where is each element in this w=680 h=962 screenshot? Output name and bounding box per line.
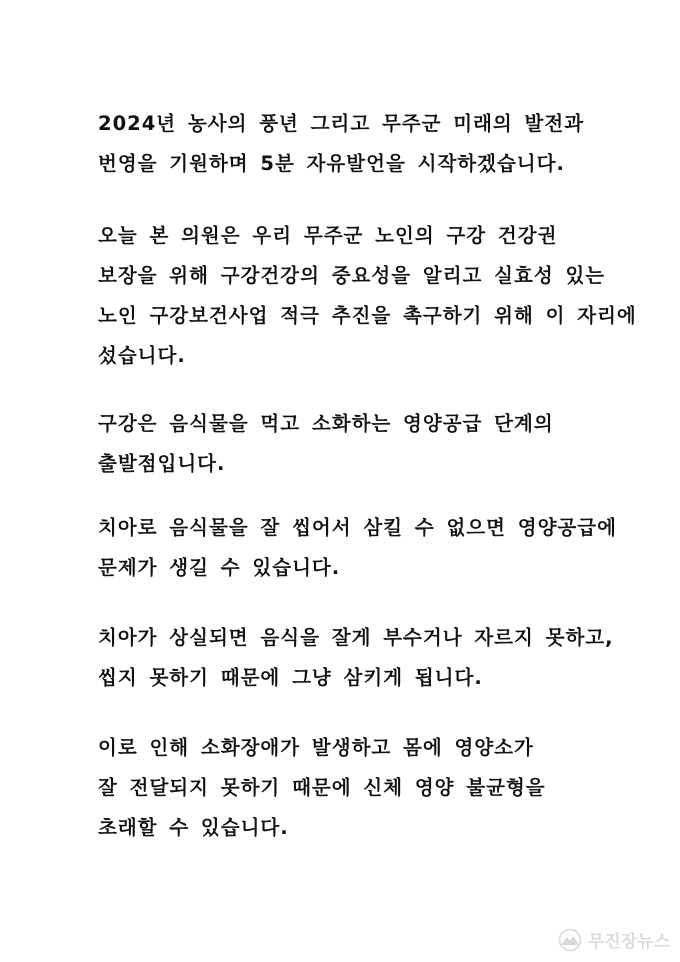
paragraph-3 <box>98 404 598 484</box>
text-line: 번영을 기원하며 5분 자유발언을 시작하겠습니다. <box>98 152 565 175</box>
text-line: 잘 전달되지 못하기 때문에 신체 영양 불균형을 <box>98 776 546 799</box>
mountain-logo-icon <box>557 929 583 951</box>
paragraph-4 <box>98 508 617 588</box>
text-line: 문제가 생길 수 있습니다. <box>98 556 341 579</box>
text-line: 치아가 상실되면 음식을 잘게 부수거나 자르지 못하고, <box>98 626 614 649</box>
text-line: 이로 인해 소화장애가 발생하고 몸에 영양소가 <box>98 736 534 759</box>
text-line: 출발점입니다. <box>98 452 226 475</box>
paragraph-1 <box>98 104 598 184</box>
text-line: 치아로 음식물을 잘 씹어서 삼킬 수 없으면 영양공급에 <box>98 516 617 539</box>
text-line: 오늘 본 의원은 우리 무주군 노인의 구강 건강권 <box>98 224 558 247</box>
text-line: 섰습니다. <box>98 344 186 367</box>
paragraph-2 <box>98 216 637 376</box>
watermark-text: 무진장뉴스 <box>587 932 670 952</box>
text-line: 2024년 농사의 풍년 그리고 무주군 미래의 발전과 <box>98 112 585 135</box>
text-line: 초래할 수 있습니다. <box>98 816 289 839</box>
text-line: 구강은 음식물을 먹고 소화하는 영양공급 단계의 <box>98 412 554 435</box>
text-line: 씹지 못하기 때문에 그냥 삼키게 됩니다. <box>98 666 483 689</box>
text-line: 노인 구강보건사업 적극 추진을 촉구하기 위해 이 자리에 <box>98 304 637 327</box>
watermark <box>557 927 670 952</box>
text-line: 보장을 위해 구강건강의 중요성을 알리고 실효성 있는 <box>98 264 606 287</box>
paragraph-5 <box>98 618 614 698</box>
paragraph-6 <box>98 728 598 848</box>
